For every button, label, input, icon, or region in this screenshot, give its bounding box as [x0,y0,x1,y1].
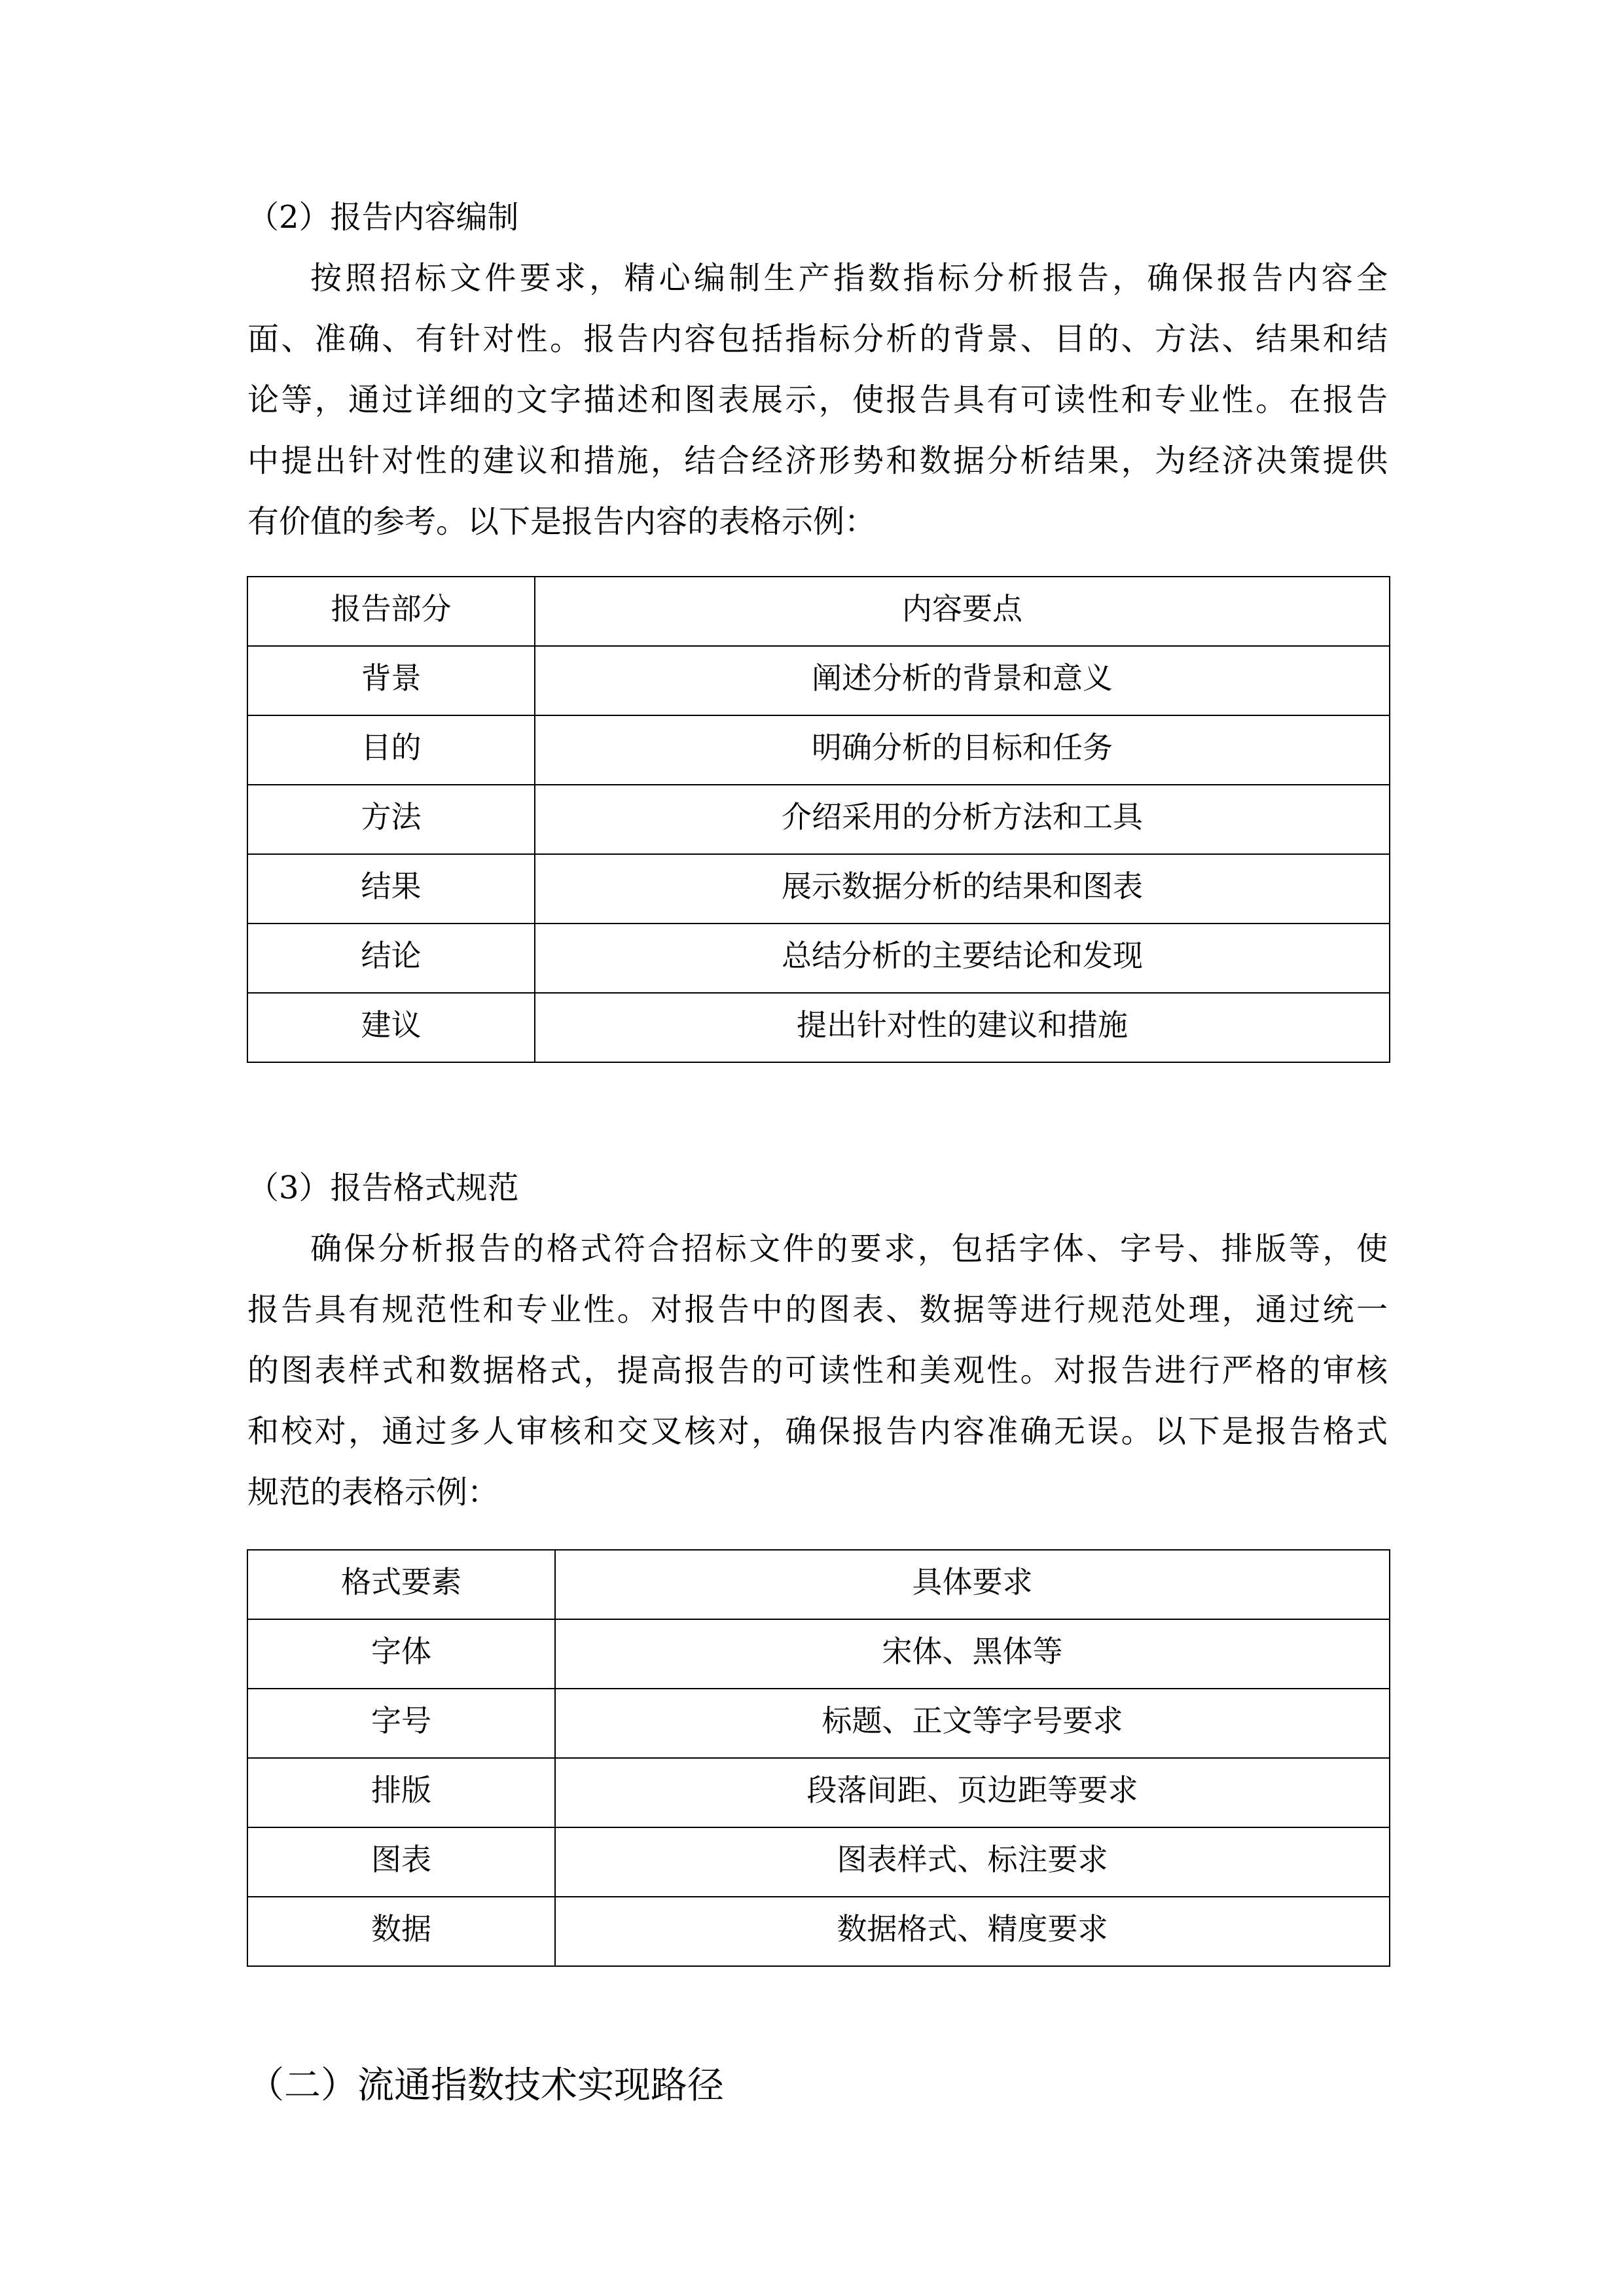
table-cell: 背景 [247,646,535,715]
table-row [247,646,1390,715]
table-cell: 字体 [247,1619,555,1689]
table-row [247,1897,1390,1966]
table-cell: 结论 [247,924,535,993]
table-cell: 明确分析的目标和任务 [535,715,1390,785]
table-header-row [247,577,1390,646]
table-cell: 数据格式、精度要求 [555,1897,1390,1966]
table-header-cell: 格式要素 [247,1550,555,1619]
paragraph-line: 和校对，通过多人审核和交叉核对，确保报告内容准确无误。以下是报告格式 [247,1413,1388,1450]
paragraph-line: 的图表样式和数据格式，提高报告的可读性和美观性。对报告进行严格的审核 [247,1352,1388,1389]
table-row [247,924,1390,993]
table-cell: 字号 [247,1689,555,1758]
table-cell: 宋体、黑体等 [555,1619,1390,1689]
table-row [247,993,1390,1062]
next-section-heading: （二）流通指数技术实现路径 [247,2064,724,2107]
table-cell: 总结分析的主要结论和发现 [535,924,1390,993]
table-cell: 方法 [247,785,535,854]
paragraph-line: 有价值的参考。以下是报告内容的表格示例： [247,503,876,540]
table-header-cell: 报告部分 [247,577,535,646]
table-cell: 标题、正文等字号要求 [555,1689,1390,1758]
table-cell: 阐述分析的背景和意义 [535,646,1390,715]
table-cell: 段落间距、页边距等要求 [555,1758,1390,1827]
table-row [247,715,1390,785]
report-content-table [247,576,1390,1063]
paragraph-line: 按照招标文件要求，精心编制生产指数指标分析报告，确保报告内容全 [310,260,1388,296]
paragraph-line: 报告具有规范性和专业性。对报告中的图表、数据等进行规范处理，通过统一 [247,1291,1388,1328]
section2-heading: （2）报告内容编制 [247,199,519,236]
paragraph-line: 论等，通过详细的文字描述和图表展示，使报告具有可读性和专业性。在报告 [247,382,1388,418]
table-header-row [247,1550,1390,1619]
paragraph-line: 中提出针对性的建议和措施，结合经济形势和数据分析结果，为经济决策提供 [247,442,1388,479]
paragraph-line: 面、准确、有针对性。报告内容包括指标分析的背景、目的、方法、结果和结 [247,321,1388,357]
table-row [247,1619,1390,1689]
table-row [247,785,1390,854]
report-format-table [247,1549,1390,1967]
table-cell: 图表 [247,1827,555,1897]
table-cell: 结果 [247,854,535,924]
table-cell: 介绍采用的分析方法和工具 [535,785,1390,854]
table-header-cell: 内容要点 [535,577,1390,646]
table-cell: 提出针对性的建议和措施 [535,993,1390,1062]
table-cell: 展示数据分析的结果和图表 [535,854,1390,924]
table-cell: 建议 [247,993,535,1062]
table-cell: 图表样式、标注要求 [555,1827,1390,1897]
paragraph-line: 确保分析报告的格式符合招标文件的要求，包括字体、字号、排版等，使 [310,1230,1388,1267]
table-row [247,1758,1390,1827]
table-cell: 目的 [247,715,535,785]
table-row [247,854,1390,924]
table-row [247,1827,1390,1897]
table-cell: 数据 [247,1897,555,1966]
table-cell: 排版 [247,1758,555,1827]
table-header-cell: 具体要求 [555,1550,1390,1619]
section3-heading: （3）报告格式规范 [247,1170,519,1206]
table-row [247,1689,1390,1758]
paragraph-line: 规范的表格示例： [247,1474,499,1511]
